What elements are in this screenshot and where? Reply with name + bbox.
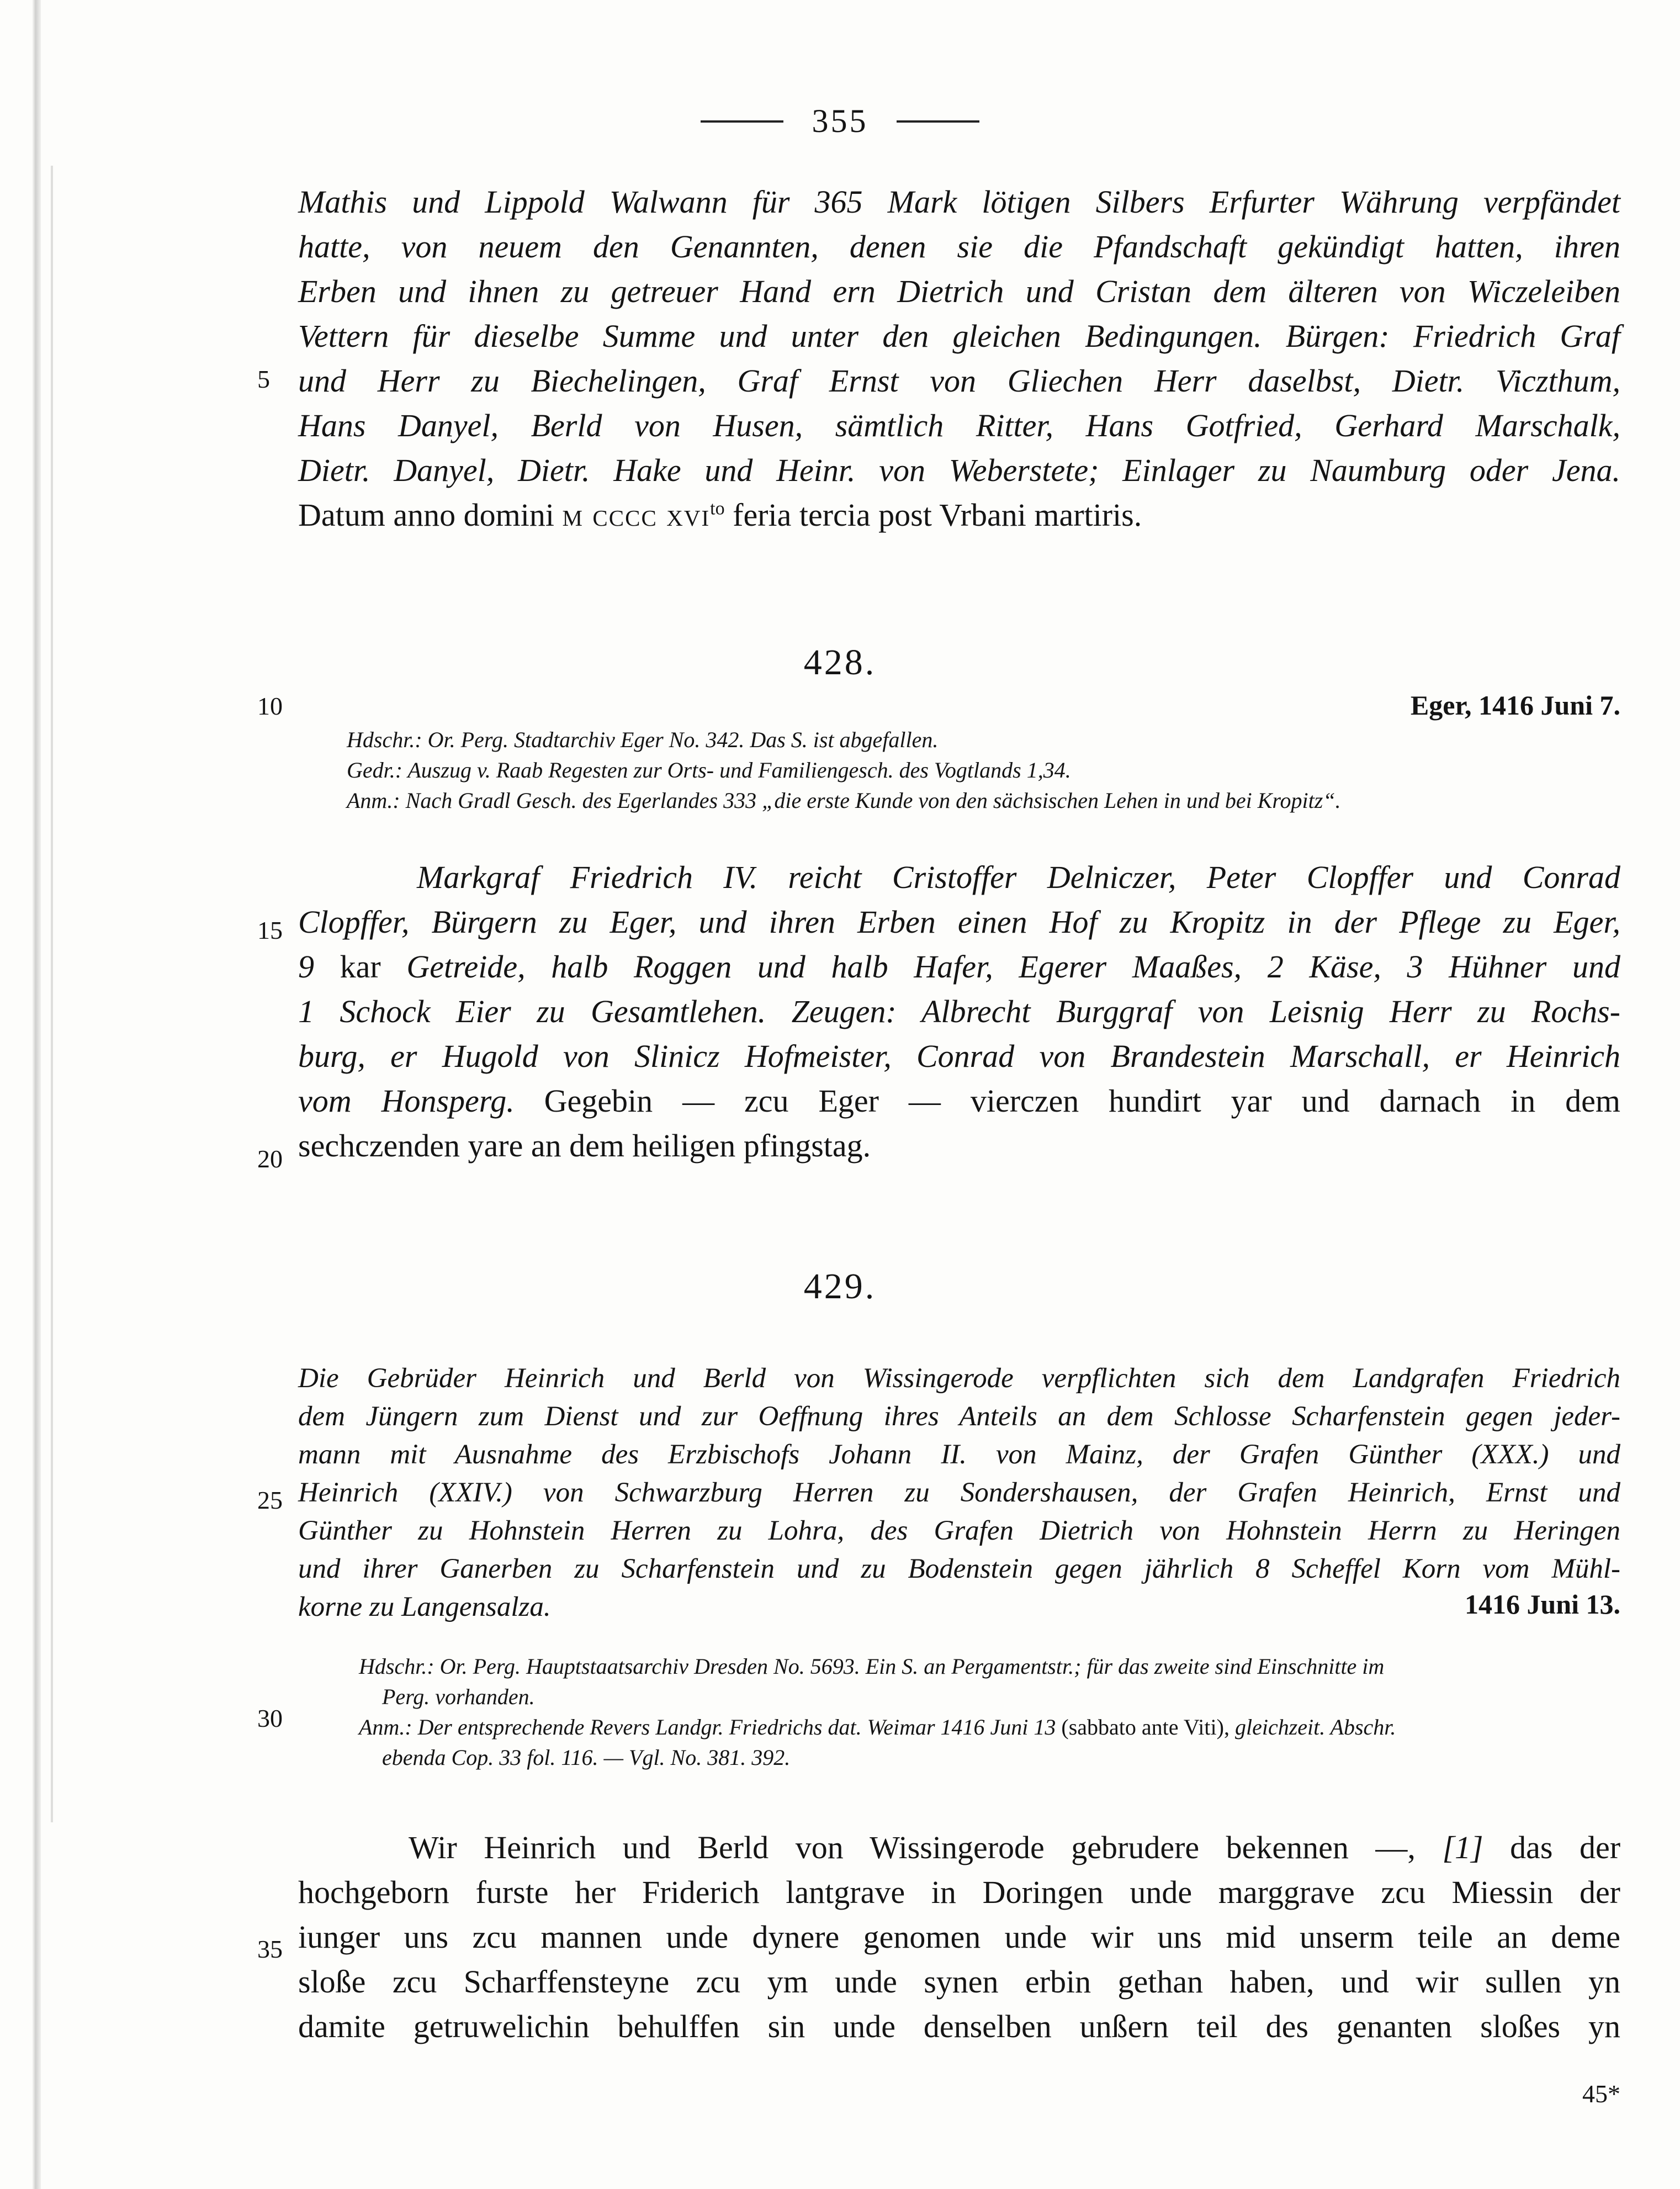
document-number-429: 429.	[803, 1266, 877, 1307]
text-line: Clopffer, Bürgern zu Eger, und ihren Erben einen Hof zu Kropitz in der Pflege zu Eger,	[298, 904, 1620, 940]
signature-mark: 45*	[1582, 2080, 1620, 2108]
text-line: 1 Schock Eier zu Gesamtlehen. Zeugen: Albrecht Burggraf von Leisnig Herr zu Rochs-	[298, 993, 1620, 1029]
page-binding-line	[51, 166, 53, 1822]
page-header	[0, 102, 1680, 140]
text-line: sloße zcu Scharffensteyne zcu ym unde synen erbin gethan haben, und wir sullen yn	[298, 1964, 1620, 2000]
regest-line: Die Gebrüder Heinrich und Berld von Wissingerode verpflichten sich dem Landgrafen Friedrich	[298, 1363, 1620, 1394]
text-line: hochgeborn furste her Friderich lantgrave in Doringen unde marggrave zcu Miessin der	[298, 1874, 1620, 1910]
line-number: 30	[257, 1704, 283, 1732]
text-line: burg, er Hugold von Slinicz Hofmeister, Conrad von Brandestein Marschall, er Heinrich	[298, 1038, 1620, 1074]
continuation-regest	[298, 179, 1620, 537]
text-line: und Herr zu Biechelingen, Graf Ernst von Gliechen Herr daselbst, Dietr. Viczthum,	[298, 363, 1620, 399]
notes-429	[359, 1651, 1396, 1773]
text-line: Vettern für dieselbe Summe und unter den gleichen Bedingungen. Bürgen: Friedrich Graf	[298, 318, 1620, 354]
note-line: Anm.: Nach Gradl Gesch. des Egerlandes 333 „die erste Kunde von den sächsischen Lehen in und bei Kropitz“.	[347, 788, 1341, 813]
note-line: ebenda Cop. 33 fol. 116. — Vgl. No. 381. 392.	[382, 1745, 791, 1770]
regest-line: dem Jüngern zum Dienst und zur Oeffnung ihres Anteils an dem Schlosse Scharfenstein gegen jeder-	[298, 1401, 1620, 1432]
line-number: 5	[257, 365, 270, 393]
note-line: Hdschr.: Or. Perg. Stadtarchiv Eger No. 342. Das S. ist abgefallen.	[347, 727, 939, 752]
footnote-bracket: [1]	[1442, 1830, 1483, 1865]
text-span: kar	[340, 949, 381, 985]
datum-line	[298, 493, 1620, 537]
text-line: iunger uns zcu mannen unde dynere genomen unde wir uns mid unserm teile an deme	[298, 1919, 1620, 1955]
date-429: 1416 Juni 13.	[1464, 1589, 1620, 1620]
regest-line: und ihrer Ganerben zu Scharfenstein und zu Bodenstein gegen jährlich 8 Scheffel Korn vom Mühl-	[298, 1553, 1620, 1584]
datum-text: feria tercia post Vrbani martiris.	[733, 497, 1142, 533]
text-span: Gegebin — zcu Eger — vierczen hundirt yar und darnach in dem	[544, 1083, 1621, 1119]
line-number: 35	[257, 1935, 283, 1963]
notes-428	[347, 725, 1341, 816]
text-line	[298, 944, 1620, 989]
text-line: Dietr. Danyel, Dietr. Hake und Heinr. von Weberstete; Einlager zu Naumburg oder Jena.	[298, 452, 1620, 488]
text-line: Erben und ihnen zu getreuer Hand ern Dietrich und Cristan dem älteren von Wiczeleiben	[298, 273, 1620, 309]
datum-suffix: to	[710, 498, 725, 519]
line-number: 10	[257, 692, 283, 720]
regest-line: mann mit Ausnahme des Erzbischofs Johann II. von Mainz, der Grafen Günther (XXX.) und	[298, 1439, 1620, 1470]
page-binding-shadow	[32, 0, 41, 2189]
text-line: damite getruwelichin behulffen sin unde denselben unßern teil des genanten sloßes yn	[298, 2008, 1620, 2044]
regest-line: Günther zu Hohnstein Herren zu Lohra, des Grafen Dietrich von Hohnstein Herrn zu Heringen	[298, 1515, 1620, 1546]
text-line: hatte, von neuem den Genannten, denen sie die Pfandschaft gekündigt hatten, ihren	[298, 229, 1620, 265]
text-line: sechczenden yare an dem heiligen pfingstag.	[298, 1128, 871, 1164]
page-number: 355	[812, 103, 868, 139]
text-line: Mathis und Lippold Walwann für 365 Mark lötigen Silbers Erfurter Währung verpfändet	[298, 184, 1620, 220]
header-rule-left	[701, 120, 783, 123]
text-span: Getreide, halb Roggen und halb Hafer, Egerer Maaßes,	[406, 949, 1242, 985]
regest-428	[298, 855, 1620, 1168]
text-span: Wir Heinrich und Berld von Wissingerode gebrudere bekennen —,	[409, 1830, 1416, 1865]
text-line	[298, 1078, 1620, 1123]
datum-text: Datum anno domini	[298, 497, 554, 533]
note-span: Anm.: Der entsprechende Revers Landgr. Friedrichs dat. Weimar 1416 Juni 13	[359, 1715, 1056, 1739]
note-line: Gedr.: Auszug v. Raab Regesten zur Orts- und Familiengesch. des Vogtlands 1,34.	[347, 758, 1071, 782]
text-429	[298, 1825, 1620, 2049]
document-number-428: 428.	[803, 642, 877, 683]
note-line: Perg. vorhanden.	[382, 1684, 535, 1709]
regest-429	[298, 1360, 1620, 1626]
text-span: 9	[298, 949, 314, 985]
note-span: gleichzeit. Abschr.	[1234, 1715, 1396, 1739]
place-date-428: Eger, 1416 Juni 7.	[1410, 690, 1620, 721]
regest-line: Heinrich (XXIV.) von Schwarzburg Herren zu Sondershausen, der Grafen Heinrich, Ernst und	[298, 1477, 1620, 1508]
note-line	[359, 1712, 1396, 1742]
note-line: Hdschr.: Or. Perg. Hauptstaatsarchiv Dresden No. 5693. Ein S. an Pergamentstr.; für das zweite sind Einschnitte im	[359, 1654, 1385, 1679]
note-span: (sabbato ante Viti),	[1061, 1715, 1229, 1739]
text-span: das der	[1510, 1830, 1621, 1865]
text-line: Hans Danyel, Berld von Husen, sämtlich Ritter, Hans Gotfried, Gerhard Marschalk,	[298, 408, 1620, 443]
text-line	[298, 1825, 1620, 1870]
line-number: 15	[257, 916, 283, 944]
text-span: 2 Käse, 3 Hühner und	[1267, 949, 1620, 985]
line-number: 25	[257, 1486, 283, 1514]
regest-line: korne zu Langensalza.	[298, 1591, 551, 1622]
line-number: 20	[257, 1145, 283, 1173]
header-rule-right	[897, 120, 979, 123]
text-span: vom Honsperg.	[298, 1083, 515, 1119]
datum-year: m cccc xvi	[562, 497, 711, 533]
text-line: Markgraf Friedrich IV. reicht Cristoffer Delniczer, Peter Clopffer und Conrad	[417, 859, 1620, 895]
